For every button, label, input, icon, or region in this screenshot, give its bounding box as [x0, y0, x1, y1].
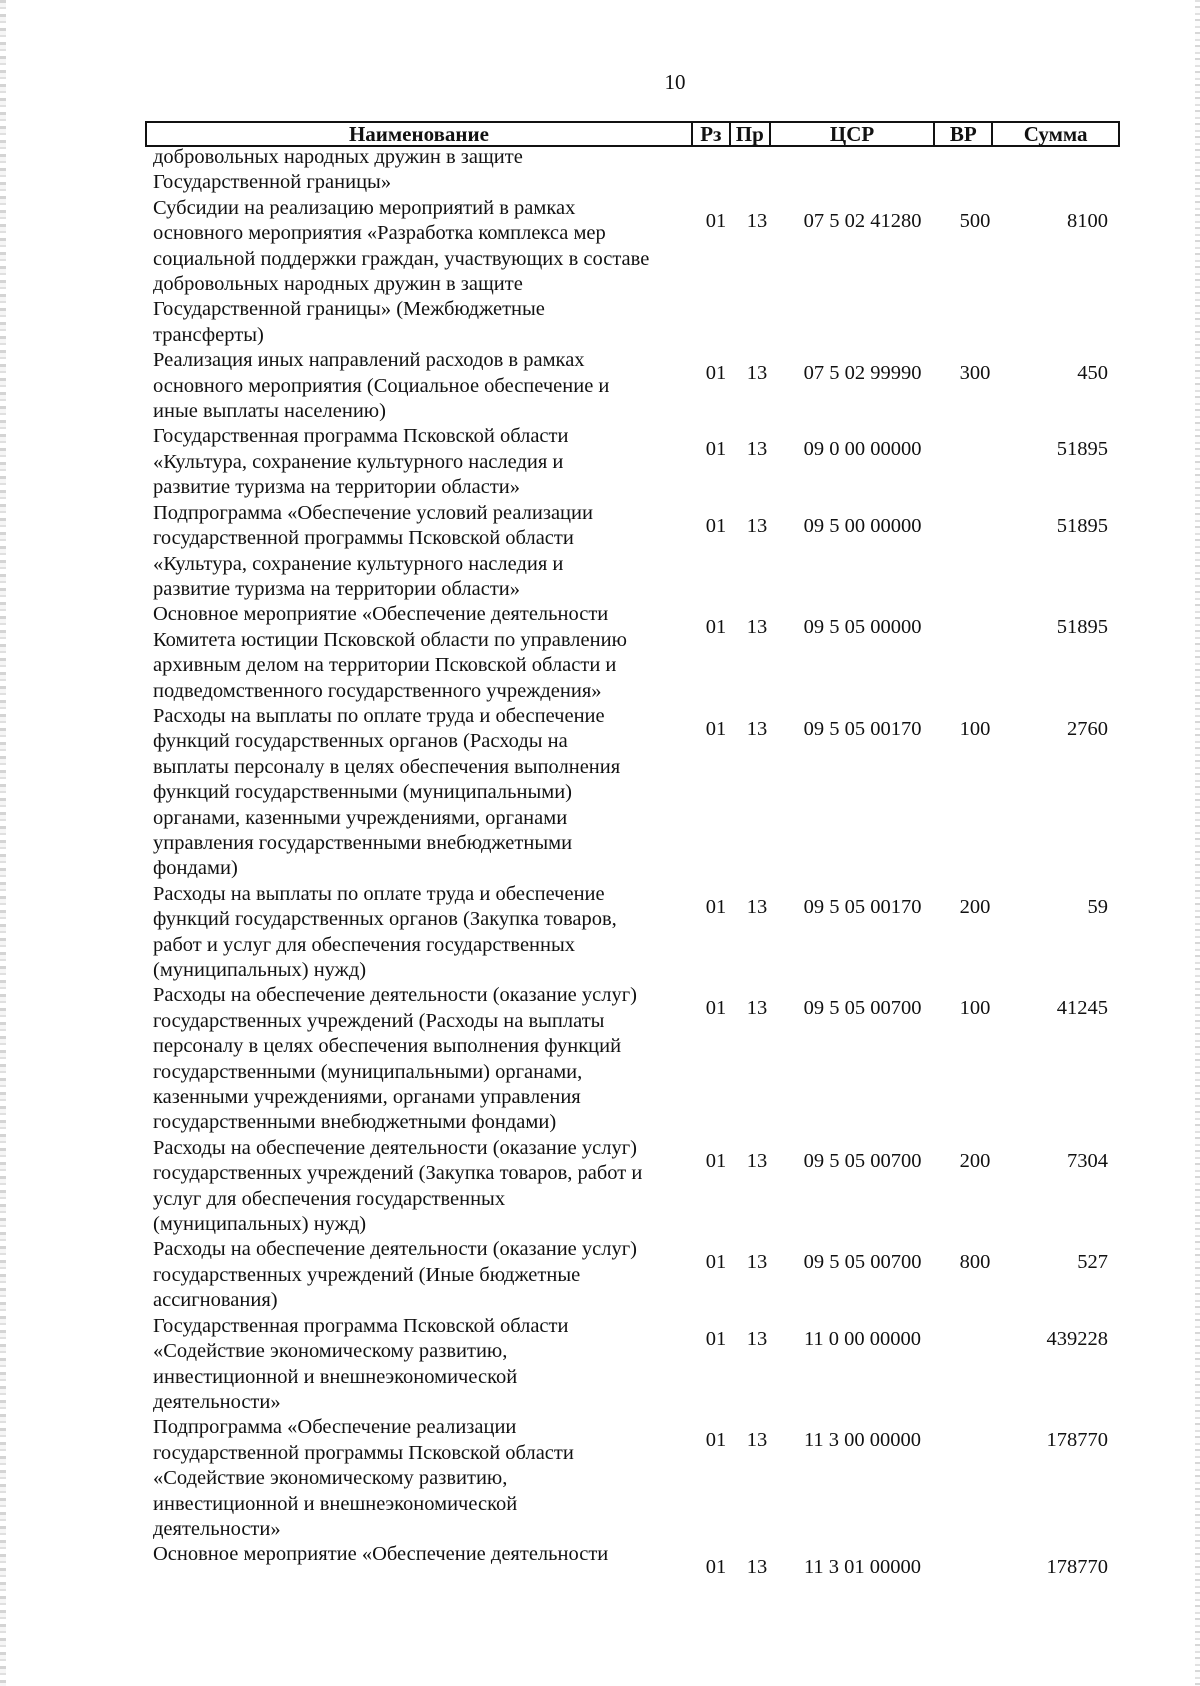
- row-name: Расходы на обеспечение деятельности (оказание услуг) государственных учреждений (Расходы на выплаты персоналу в целях обеспечения выполнения функций государственными (муниципальными) органами, казенными учреждениями, органами управления государственными внебюджетными фондами): [153, 984, 637, 1134]
- row-rz: 01: [705, 717, 727, 740]
- scan-edge-right: [1195, 0, 1200, 1686]
- row-rz: 01: [705, 997, 727, 1020]
- row-sum: 178770: [1046, 1429, 1108, 1452]
- row-csr: 11 0 00 00000: [803, 1327, 922, 1350]
- row-sum: 8100: [1067, 209, 1108, 232]
- row-csr: 07 5 02 99990: [803, 362, 922, 385]
- row-name: Расходы на выплаты по оплате труда и обеспечение функций государственных органов (Закупка товаров, работ и услуг для обеспечения государственных (муниципальных) нужд): [153, 882, 617, 981]
- table-row: [153, 1415, 1120, 1542]
- table-row: [153, 501, 1120, 603]
- header-rz: Рз: [693, 123, 731, 145]
- row-name: добровольных народных дружин в защите Государственной границы»: [153, 146, 523, 194]
- row-sum: 59: [1087, 895, 1108, 918]
- row-vr: [947, 424, 1003, 437]
- row-csr: 09 5 05 00700: [803, 1149, 922, 1172]
- page-number: 10: [664, 70, 686, 94]
- row-pr: 13: [746, 1429, 768, 1452]
- row-sum: 450: [1077, 362, 1108, 385]
- row-pr: 13: [746, 1327, 768, 1350]
- table-row: [153, 1542, 1120, 1579]
- row-name: Расходы на обеспечение деятельности (оказание услуг) государственных учреждений (Иные бюджетные ассигнования): [153, 1238, 637, 1312]
- row-sum: 2760: [1067, 717, 1108, 740]
- header-sum: Сумма: [1023, 122, 1088, 146]
- header-name: Наименование: [147, 123, 693, 145]
- row-csr: 11 3 00 00000: [803, 1429, 922, 1452]
- row-sum: 51895: [1056, 438, 1108, 461]
- table-row: [153, 882, 1120, 984]
- row-name: Реализация иных направлений расходов в рамках основного мероприятия (Социальное обеспечение и иные выплаты населению): [153, 349, 610, 423]
- row-vr: 500: [959, 209, 991, 232]
- row-sum: 7304: [1067, 1149, 1108, 1172]
- row-rz: 01: [705, 1429, 727, 1452]
- row-rz: 01: [705, 1149, 727, 1172]
- row-sum: 51895: [1056, 616, 1108, 639]
- scan-edge-left: [0, 0, 6, 1686]
- row-name: Субсидии на реализацию мероприятий в рамках основного мероприятия «Разработка комплекса мер социальной поддержки граждан, участвующих в составе добровольных народных дружин в защите Государственной границы» (Межбюджетные трансферты): [153, 196, 650, 346]
- row-pr: 13: [746, 1251, 768, 1274]
- row-csr: 09 5 05 00700: [803, 997, 922, 1020]
- row-name: Государственная программа Псковской области «Культура, сохранение культурного наследия и развитие туризма на территории области»: [153, 425, 569, 499]
- table-header: [145, 121, 1120, 147]
- row-vr: [947, 1314, 1003, 1327]
- row-name: Основное мероприятие «Обеспечение деятельности: [153, 1543, 609, 1566]
- row-pr: 13: [746, 717, 768, 740]
- row-vr: 200: [959, 895, 991, 918]
- row-pr: 13: [746, 616, 768, 639]
- row-name: Государственная программа Псковской области «Содействие экономическому развитию, инвестиционной и внешнеэкономической деятельности»: [153, 1314, 569, 1413]
- row-pr: 13: [746, 895, 768, 918]
- row-sum: 178770: [1046, 1556, 1108, 1579]
- table-row: [153, 145, 1120, 196]
- row-pr: 13: [746, 514, 768, 537]
- row-rz: 01: [705, 362, 727, 385]
- row-sum: 439228: [1046, 1327, 1108, 1350]
- header-pr: Пр: [731, 123, 771, 145]
- header-csr: ЦСР: [771, 123, 936, 145]
- row-vr: 100: [959, 997, 991, 1020]
- row-csr: 09 5 05 00700: [803, 1251, 922, 1274]
- row-name: Подпрограмма «Обеспечение реализации государственной программы Псковской области «Содействие экономическому развитию, инвестиционной и внешнеэкономической деятельности»: [153, 1416, 574, 1540]
- row-name: Расходы на выплаты по оплате труда и обеспечение функций государственных органов (Расходы на выплаты персоналу в целях обеспечения выполнения функций государственными (муниципальными) органами, казенными учреждениями, органами управления государственными внебюджетными фондами): [153, 704, 621, 880]
- row-name: Подпрограмма «Обеспечение условий реализации государственной программы Псковской области «Культура, сохранение культурного наследия и развитие туризма на территории области»: [153, 501, 593, 600]
- row-rz: 01: [705, 616, 727, 639]
- row-csr: 09 5 00 00000: [803, 514, 922, 537]
- row-pr: 13: [746, 1149, 768, 1172]
- row-vr: 300: [959, 362, 991, 385]
- row-csr: 09 5 05 00170: [803, 717, 922, 740]
- row-rz: 01: [705, 1556, 727, 1579]
- row-rz: 01: [705, 209, 727, 232]
- row-vr: 100: [959, 717, 991, 740]
- row-vr: 800: [959, 1251, 991, 1274]
- table-row: [153, 424, 1120, 500]
- row-name: Основное мероприятие «Обеспечение деятельности Комитета юстиции Псковской области по управлению архивным делом на территории Псковской области и подведомственного государственного учреждения»: [153, 603, 627, 702]
- row-vr: [947, 602, 1003, 615]
- row-csr: 07 5 02 41280: [803, 209, 922, 232]
- table-row: [153, 1136, 1120, 1238]
- row-csr: 09 5 05 00170: [803, 895, 922, 918]
- row-rz: 01: [705, 1327, 727, 1350]
- table-body: [153, 145, 1120, 1579]
- row-pr: 13: [746, 209, 768, 232]
- table-row: [153, 983, 1120, 1135]
- row-name: Расходы на обеспечение деятельности (оказание услуг) государственных учреждений (Закупка товаров, работ и услуг для обеспечения государственных (муниципальных) нужд): [153, 1136, 643, 1236]
- row-rz: 01: [705, 895, 727, 918]
- row-rz: 01: [705, 438, 727, 461]
- table-row: [153, 196, 1120, 348]
- table-row: [153, 348, 1120, 424]
- row-pr: 13: [746, 1556, 768, 1579]
- row-vr: [947, 1542, 1003, 1555]
- row-rz: 01: [705, 514, 727, 537]
- row-sum: 527: [1077, 1251, 1108, 1274]
- table-row: [153, 1314, 1120, 1416]
- row-csr: 09 5 05 00000: [803, 616, 922, 639]
- table-row: [153, 602, 1120, 704]
- row-vr: [947, 501, 1003, 514]
- row-pr: 13: [746, 362, 768, 385]
- row-sum: 51895: [1056, 514, 1108, 537]
- row-sum: 41245: [1056, 997, 1108, 1020]
- row-vr: 200: [959, 1149, 991, 1172]
- row-csr: 11 3 01 00000: [803, 1556, 922, 1579]
- row-rz: 01: [705, 1251, 727, 1274]
- table-row: [153, 704, 1120, 882]
- header-vr: ВР: [935, 123, 993, 145]
- row-pr: 13: [746, 438, 768, 461]
- row-vr: [947, 1415, 1003, 1428]
- row-csr: 09 0 00 00000: [803, 438, 922, 461]
- table-row: [153, 1237, 1120, 1313]
- row-pr: 13: [746, 997, 768, 1020]
